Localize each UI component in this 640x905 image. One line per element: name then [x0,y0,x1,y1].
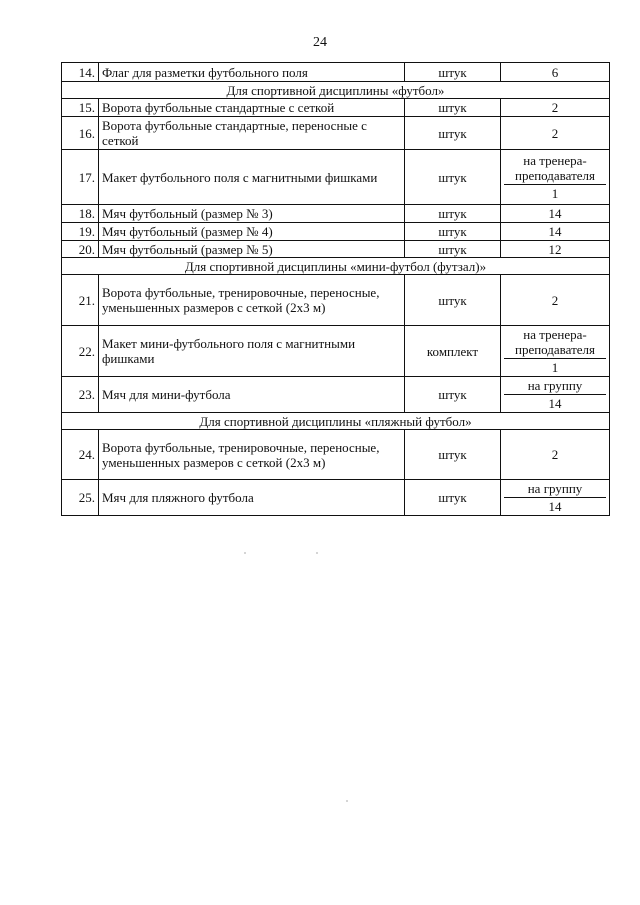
quantity-value: 2 [551,447,559,462]
item-name: Макет футбольного поля с магнитными фишками [99,150,405,205]
table-row [62,430,610,480]
row-number: 20. [62,241,99,258]
item-quantity-cell [501,63,610,82]
section-title: Для спортивной дисциплины «мини-футбол (футзал)» [62,258,610,275]
table-row [62,241,610,258]
item-unit: штук [405,430,501,480]
item-unit: штук [405,150,501,205]
row-number: 19. [62,223,99,241]
scan-speck [346,800,348,802]
item-quantity-cell [501,241,610,258]
item-name: Мяч футбольный (размер № 4) [99,223,405,241]
row-number: 14. [62,63,99,82]
table-row [62,99,610,117]
item-quantity-cell [501,326,610,377]
quantity-value: 14 [548,224,562,239]
item-name: Флаг для разметки футбольного поля [99,63,405,82]
row-number: 18. [62,205,99,223]
item-quantity-cell [501,480,610,516]
item-name: Мяч для мини-футбола [99,377,405,413]
item-name: Ворота футбольные, тренировочные, переносные, уменьшенных размеров с сеткой (2х3 м) [99,275,405,326]
scan-speck [316,552,318,554]
row-number: 16. [62,117,99,150]
item-unit: штук [405,223,501,241]
item-unit: штук [405,205,501,223]
table-row [62,275,610,326]
equipment-table-body [62,63,610,516]
table-row [62,205,610,223]
item-unit: штук [405,275,501,326]
section-title: Для спортивной дисциплины «пляжный футбол» [62,413,610,430]
table-row [62,377,610,413]
table-row [62,223,610,241]
quantity-note: на тренера-преподавателя [504,326,606,359]
item-unit: штук [405,99,501,117]
section-row [62,258,610,275]
row-number: 17. [62,150,99,205]
section-row [62,413,610,430]
item-name: Макет мини-футбольного поля с магнитными фишками [99,326,405,377]
quantity-value: 14 [548,396,562,411]
section-row [62,82,610,99]
quantity-value: 2 [551,292,559,308]
quantity-value: 2 [551,100,559,115]
item-name: Мяч футбольный (размер № 3) [99,205,405,223]
equipment-table [61,62,610,516]
quantity-value: 1 [551,186,559,201]
item-quantity-cell [501,99,610,117]
item-name: Мяч для пляжного футбола [99,480,405,516]
quantity-note: на тренера-преподавателя [504,152,606,185]
item-quantity-cell [501,150,610,205]
item-unit: штук [405,377,501,413]
item-unit: штук [405,241,501,258]
table-row [62,480,610,516]
quantity-value: 6 [551,64,559,80]
section-title: Для спортивной дисциплины «футбол» [62,82,610,99]
row-number: 21. [62,275,99,326]
row-number: 23. [62,377,99,413]
item-quantity-cell [501,205,610,223]
quantity-value: 14 [548,499,562,514]
item-quantity-cell [501,223,610,241]
item-unit: штук [405,117,501,150]
table-row [62,326,610,377]
quantity-value: 1 [551,360,559,375]
item-quantity-cell [501,117,610,150]
item-quantity-cell [501,275,610,326]
quantity-note: на группу [504,480,606,498]
quantity-note: на группу [504,377,606,395]
scan-speck [244,552,246,554]
row-number: 25. [62,480,99,516]
table-row [62,63,610,82]
row-number: 22. [62,326,99,377]
table-row [62,117,610,150]
quantity-value: 2 [551,125,559,141]
row-number: 24. [62,430,99,480]
item-name: Ворота футбольные стандартные, переносные с сеткой [99,117,405,150]
item-name: Ворота футбольные, тренировочные, переносные, уменьшенных размеров с сеткой (2х3 м) [99,430,405,480]
item-quantity-cell [501,430,610,480]
row-number: 15. [62,99,99,117]
item-unit: штук [405,480,501,516]
quantity-value: 12 [548,241,562,257]
item-name: Ворота футбольные стандартные с сеткой [99,99,405,117]
item-quantity-cell [501,377,610,413]
item-unit: комплект [405,326,501,377]
table-row [62,150,610,205]
item-name: Мяч футбольный (размер № 5) [99,241,405,258]
page-number: 24 [313,35,327,50]
item-unit: штук [405,63,501,82]
quantity-value: 14 [548,206,562,221]
